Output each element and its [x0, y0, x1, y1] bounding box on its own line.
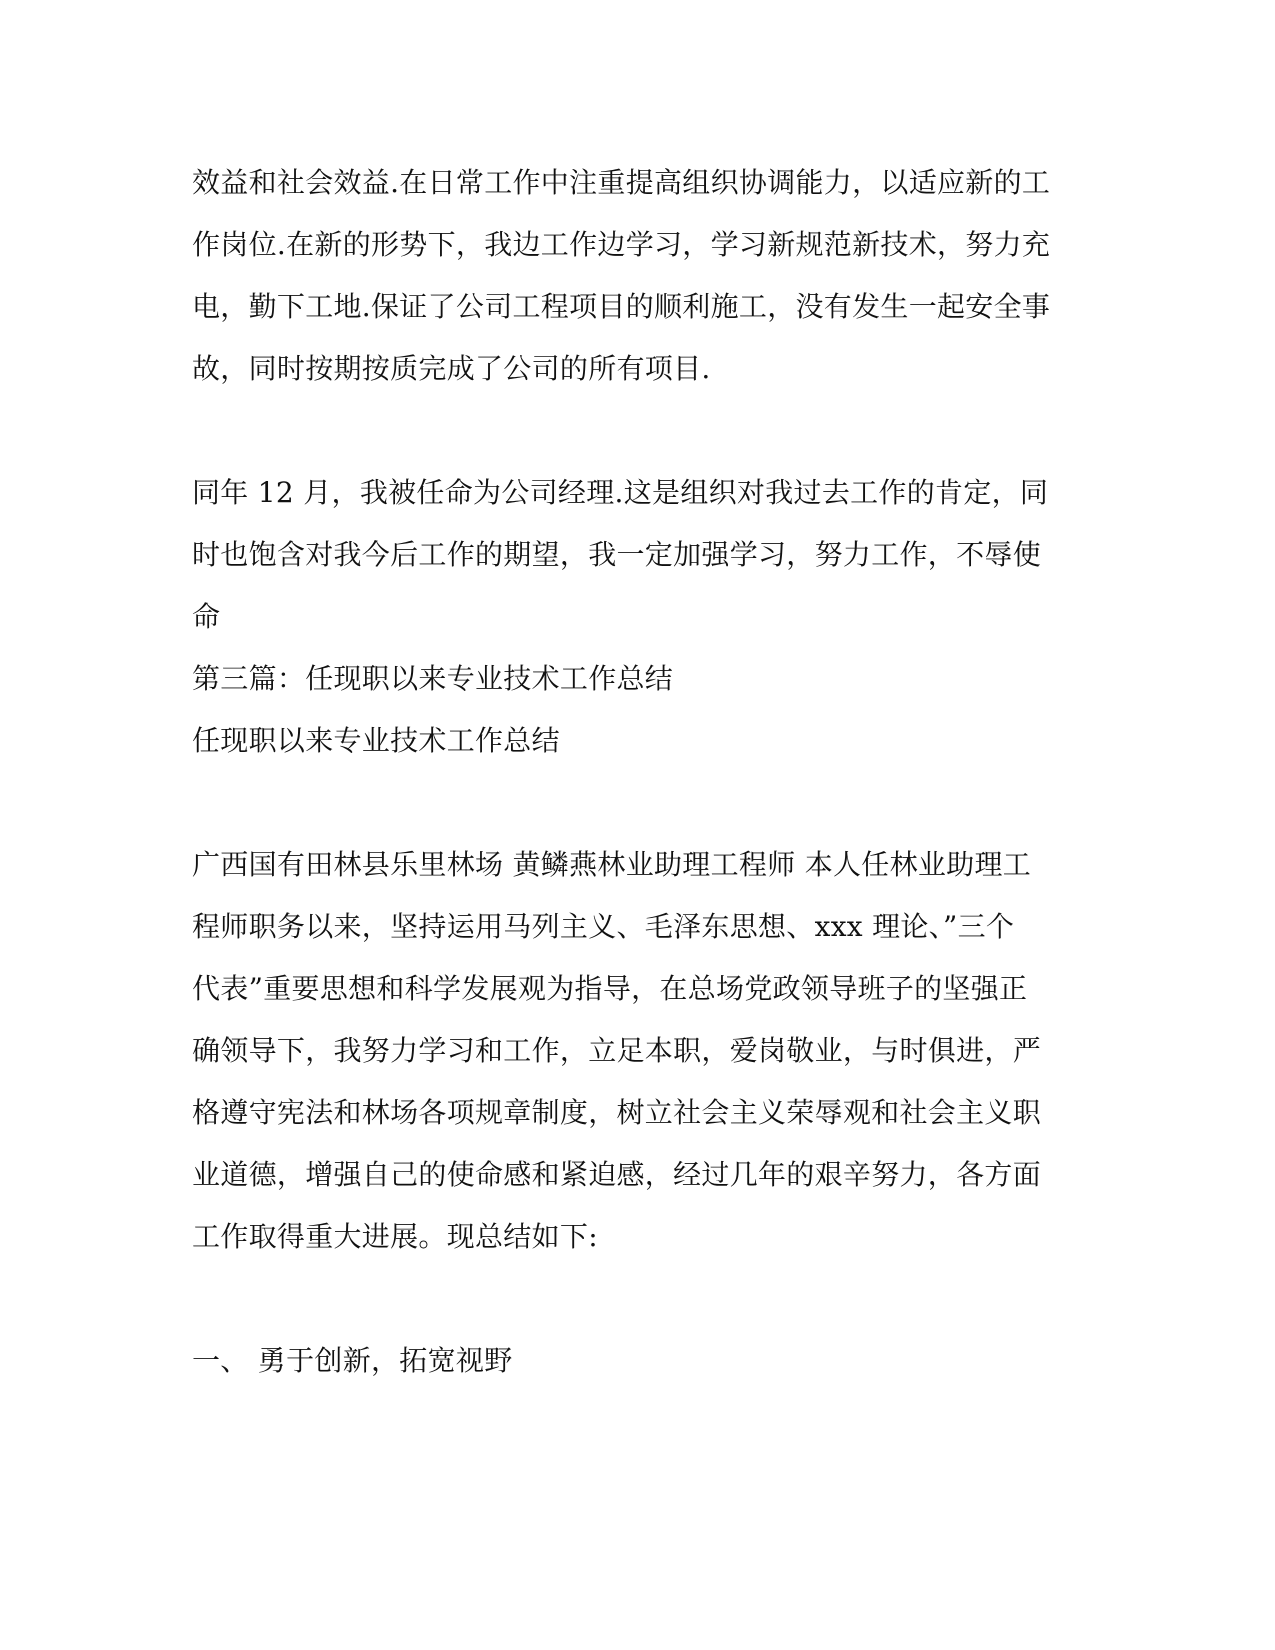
paragraph-line: 同年 12 月，我被任命为公司经理.这是组织对我过去工作的肯定，同: [192, 476, 1049, 509]
paragraph-line: 确领导下，我努力学习和工作，立足本职，爱岗敬业，与时俱进，严: [192, 1034, 1042, 1067]
section-heading: 第三篇：任现职以来专业技术工作总结: [192, 662, 674, 695]
paragraph-line: 作岗位.在新的形势下，我边工作边学习，学习新规范新技术，努力充: [192, 228, 1051, 261]
paragraph-line: 业道德，增强自己的使命感和紧迫感，经过几年的艰辛努力，各方面: [192, 1158, 1042, 1191]
paragraph-line: 广西国有田林县乐里林场 黄鳞燕林业助理工程师 本人任林业助理工: [192, 848, 1032, 881]
paragraph-line: 效益和社会效益.在日常工作中注重提高组织协调能力，以适应新的工: [192, 166, 1051, 199]
paragraph-line: 电，勤下工地.保证了公司工程项目的顺利施工，没有发生一起安全事: [192, 290, 1051, 323]
paragraph-line: 命: [192, 600, 221, 633]
paragraph-line: 时也饱含对我今后工作的期望，我一定加强学习，努力工作，不辱使: [192, 538, 1042, 571]
paragraph-line: 故，同时按期按质完成了公司的所有项目.: [192, 352, 711, 385]
document-title: 任现职以来专业技术工作总结: [192, 724, 560, 757]
paragraph-line: 格遵守宪法和林场各项规章制度，树立社会主义荣辱观和社会主义职: [192, 1096, 1042, 1129]
subsection-heading: 一、 勇于创新，拓宽视野: [192, 1344, 513, 1377]
paragraph-line: 工作取得重大进展。现总结如下:: [192, 1220, 598, 1253]
paragraph-line: 代表”重要思想和科学发展观为指导，在总场党政领导班子的坚强正: [192, 972, 1028, 1005]
paragraph-line: 程师职务以来，坚持运用马列主义、毛泽东思想、xxx 理论、”三个: [192, 910, 1015, 943]
